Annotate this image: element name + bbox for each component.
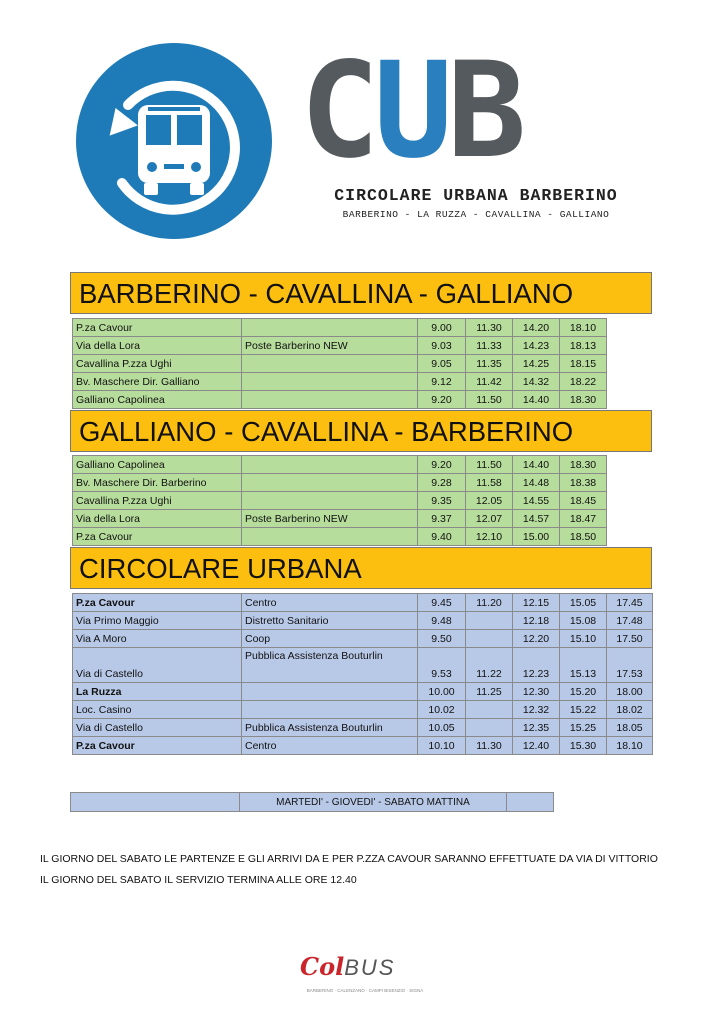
stop-name: Galliano Capolinea bbox=[73, 456, 242, 474]
departure-time: 18.05 bbox=[607, 719, 653, 737]
departure-time: 18.30 bbox=[560, 391, 607, 409]
departure-time: 17.53 bbox=[607, 648, 653, 683]
brand-subtitle: CIRCOLARE URBANA BARBERINO bbox=[334, 186, 618, 205]
departure-time: 17.50 bbox=[607, 630, 653, 648]
departure-time: 11.30 bbox=[466, 737, 513, 755]
departure-time: 11.20 bbox=[466, 594, 513, 612]
stop-note: Coop bbox=[242, 630, 418, 648]
departure-time: 14.32 bbox=[513, 373, 560, 391]
stop-name: P.za Cavour bbox=[73, 528, 242, 546]
section-title-circolare-urbana: CIRCOLARE URBANA bbox=[70, 547, 652, 589]
stop-name: La Ruzza bbox=[73, 683, 242, 701]
departure-time: 18.02 bbox=[607, 701, 653, 719]
departure-time: 11.42 bbox=[466, 373, 513, 391]
departure-time: 11.25 bbox=[466, 683, 513, 701]
departure-time bbox=[466, 719, 513, 737]
stop-name: Cavallina P.zza Ughi bbox=[73, 492, 242, 510]
departure-time: 9.12 bbox=[418, 373, 466, 391]
departure-time: 18.30 bbox=[560, 456, 607, 474]
table-row bbox=[73, 456, 607, 474]
departure-time: 9.37 bbox=[418, 510, 466, 528]
table-row bbox=[73, 737, 653, 755]
departure-time: 12.07 bbox=[466, 510, 513, 528]
table-row bbox=[73, 492, 607, 510]
days-empty-right bbox=[507, 793, 554, 812]
departure-time: 14.25 bbox=[513, 355, 560, 373]
departure-time: 9.45 bbox=[418, 594, 466, 612]
departure-time: 18.10 bbox=[607, 737, 653, 755]
stop-name: Bv. Maschere Dir. Galliano bbox=[73, 373, 242, 391]
table-row bbox=[73, 474, 607, 492]
departure-time: 9.20 bbox=[418, 391, 466, 409]
departure-time: 11.33 bbox=[466, 337, 513, 355]
departure-time: 14.20 bbox=[513, 319, 560, 337]
departure-time: 9.03 bbox=[418, 337, 466, 355]
stop-name: P.za Cavour bbox=[73, 737, 242, 755]
departure-time: 15.05 bbox=[560, 594, 607, 612]
brand-logo bbox=[300, 36, 660, 186]
stop-note: Distretto Sanitario bbox=[242, 612, 418, 630]
departure-time: 17.48 bbox=[607, 612, 653, 630]
departure-time: 9.05 bbox=[418, 355, 466, 373]
brand-letter-b: B bbox=[446, 34, 521, 188]
departure-time bbox=[466, 612, 513, 630]
table-row bbox=[73, 528, 607, 546]
table-row bbox=[73, 648, 653, 683]
departure-time: 18.15 bbox=[560, 355, 607, 373]
stop-note bbox=[242, 683, 418, 701]
departure-time: 14.23 bbox=[513, 337, 560, 355]
departure-time: 17.45 bbox=[607, 594, 653, 612]
saturday-note-1: IL GIORNO DEL SABATO LE PARTENZE E GLI ARRIVI DA E PER P.ZZA CAVOUR SARANNO EFFETTUATE DA VIA DI VITTORIO bbox=[40, 853, 658, 865]
stop-note: Poste Barberino NEW bbox=[242, 337, 418, 355]
table-row bbox=[73, 630, 653, 648]
brand-stops-line: BARBERINO - LA RUZZA - CAVALLINA - GALLIANO bbox=[342, 209, 610, 220]
departure-time: 10.05 bbox=[418, 719, 466, 737]
timetable-circolare-urbana bbox=[72, 593, 653, 755]
departure-time: 12.20 bbox=[513, 630, 560, 648]
saturday-note-2: IL GIORNO DEL SABATO IL SERVIZIO TERMINA ALLE ORE 12.40 bbox=[40, 874, 357, 886]
brand-letter-u: U bbox=[373, 34, 447, 188]
departure-time: 9.35 bbox=[418, 492, 466, 510]
departure-time: 12.35 bbox=[513, 719, 560, 737]
stop-name: Via A Moro bbox=[73, 630, 242, 648]
departure-time: 9.50 bbox=[418, 630, 466, 648]
logo-circle bbox=[76, 43, 272, 239]
departure-time: 11.22 bbox=[466, 648, 513, 683]
departure-time: 11.50 bbox=[466, 456, 513, 474]
stop-note: Poste Barberino NEW bbox=[242, 510, 418, 528]
departure-time: 9.00 bbox=[418, 319, 466, 337]
departure-time: 11.30 bbox=[466, 319, 513, 337]
stop-note: Pubblica Assistenza Bouturlin bbox=[242, 719, 418, 737]
colbus-tagline: BARBERINO · CALENZANO · CAMPI BISENZIO · SIGNA bbox=[306, 988, 424, 993]
departure-time: 12.23 bbox=[513, 648, 560, 683]
departure-time: 12.18 bbox=[513, 612, 560, 630]
departure-time: 18.13 bbox=[560, 337, 607, 355]
stop-name: P.za Cavour bbox=[73, 594, 242, 612]
stop-name: Loc. Casino bbox=[73, 701, 242, 719]
stop-note bbox=[242, 456, 418, 474]
table-row bbox=[73, 510, 607, 528]
departure-time: 15.08 bbox=[560, 612, 607, 630]
days-empty-left bbox=[71, 793, 240, 812]
departure-time: 12.30 bbox=[513, 683, 560, 701]
departure-time: 12.32 bbox=[513, 701, 560, 719]
departure-time: 9.28 bbox=[418, 474, 466, 492]
timetable-barberino-galliano bbox=[72, 318, 607, 409]
departure-time: 14.40 bbox=[513, 391, 560, 409]
service-days-bar bbox=[70, 792, 554, 812]
table-row bbox=[73, 373, 607, 391]
departure-time: 9.40 bbox=[418, 528, 466, 546]
table-row bbox=[73, 683, 653, 701]
stop-note: Centro bbox=[242, 594, 418, 612]
table-row bbox=[73, 319, 607, 337]
departure-time: 10.10 bbox=[418, 737, 466, 755]
colbus-col: Col bbox=[300, 952, 345, 981]
table-row bbox=[73, 355, 607, 373]
departure-time: 14.57 bbox=[513, 510, 560, 528]
timetable-galliano-barberino bbox=[72, 455, 607, 546]
departure-time: 10.00 bbox=[418, 683, 466, 701]
stop-name: P.za Cavour bbox=[73, 319, 242, 337]
departure-time: 15.20 bbox=[560, 683, 607, 701]
departure-time: 12.15 bbox=[513, 594, 560, 612]
section-title-galliano-barberino: GALLIANO - CAVALLINA - BARBERINO bbox=[70, 410, 652, 452]
table-row bbox=[73, 391, 607, 409]
service-days-label: MARTEDI' - GIOVEDI' - SABATO MATTINA bbox=[240, 793, 507, 812]
table-row bbox=[73, 337, 607, 355]
departure-time: 15.13 bbox=[560, 648, 607, 683]
stop-name: Via di Castello bbox=[73, 719, 242, 737]
brand-letter-c: C bbox=[300, 34, 374, 188]
stop-name: Via di Castello bbox=[73, 648, 242, 683]
departure-time: 10.02 bbox=[418, 701, 466, 719]
departure-time: 9.48 bbox=[418, 612, 466, 630]
stop-note bbox=[242, 701, 418, 719]
departure-time: 18.45 bbox=[560, 492, 607, 510]
departure-time: 15.22 bbox=[560, 701, 607, 719]
departure-time: 9.53 bbox=[418, 648, 466, 683]
departure-time: 18.00 bbox=[607, 683, 653, 701]
stop-note: Centro bbox=[242, 737, 418, 755]
stop-note: Pubblica Assistenza Bouturlin bbox=[242, 648, 418, 683]
stop-note bbox=[242, 528, 418, 546]
table-row bbox=[73, 612, 653, 630]
departure-time: 18.47 bbox=[560, 510, 607, 528]
departure-time: 18.22 bbox=[560, 373, 607, 391]
stop-note bbox=[242, 355, 418, 373]
circular-arrow-bus-icon bbox=[76, 43, 272, 239]
departure-time bbox=[466, 701, 513, 719]
departure-time: 14.55 bbox=[513, 492, 560, 510]
stop-note bbox=[242, 373, 418, 391]
departure-time: 15.00 bbox=[513, 528, 560, 546]
departure-time: 12.05 bbox=[466, 492, 513, 510]
stop-name: Via Primo Maggio bbox=[73, 612, 242, 630]
stop-note bbox=[242, 391, 418, 409]
departure-time: 14.40 bbox=[513, 456, 560, 474]
departure-time: 15.30 bbox=[560, 737, 607, 755]
departure-time: 18.10 bbox=[560, 319, 607, 337]
colbus-bus: BUS bbox=[344, 955, 396, 980]
departure-time: 14.48 bbox=[513, 474, 560, 492]
departure-time: 18.50 bbox=[560, 528, 607, 546]
stop-note bbox=[242, 492, 418, 510]
section-title-barberino-galliano: BARBERINO - CAVALLINA - GALLIANO bbox=[70, 272, 652, 314]
departure-time: 11.50 bbox=[466, 391, 513, 409]
departure-time: 11.35 bbox=[466, 355, 513, 373]
departure-time: 15.10 bbox=[560, 630, 607, 648]
table-row bbox=[73, 594, 653, 612]
stop-name: Galliano Capolinea bbox=[73, 391, 242, 409]
departure-time: 12.10 bbox=[466, 528, 513, 546]
departure-time: 18.38 bbox=[560, 474, 607, 492]
departure-time: 9.20 bbox=[418, 456, 466, 474]
stop-name: Via della Lora bbox=[73, 510, 242, 528]
departure-time bbox=[466, 630, 513, 648]
departure-time: 15.25 bbox=[560, 719, 607, 737]
stop-note bbox=[242, 474, 418, 492]
departure-time: 12.40 bbox=[513, 737, 560, 755]
stop-name: Cavallina P.zza Ughi bbox=[73, 355, 242, 373]
table-row bbox=[73, 701, 653, 719]
table-row bbox=[73, 719, 653, 737]
colbus-logo bbox=[300, 952, 430, 992]
stop-name: Via della Lora bbox=[73, 337, 242, 355]
stop-note bbox=[242, 319, 418, 337]
departure-time: 11.58 bbox=[466, 474, 513, 492]
stop-name: Bv. Maschere Dir. Barberino bbox=[73, 474, 242, 492]
